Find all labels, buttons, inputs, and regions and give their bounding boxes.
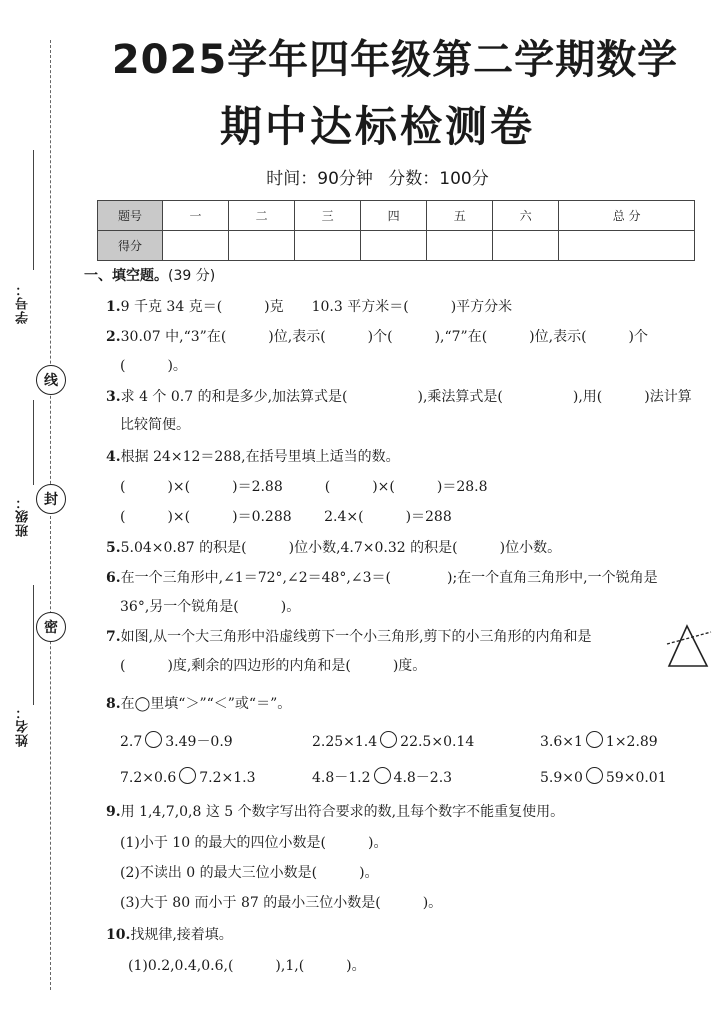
score-table-row-label: 得分 [98,231,163,261]
question-text: 根据 24×12＝288,在括号里填上适当的数。 [120,449,400,465]
score-col-total: 总 分 [559,201,695,231]
question-1 [106,296,512,316]
question-text: 用 1,4,7,0,8 这 5 个数字写出符合要求的数,且每个数字不能重复使用。 [120,804,565,820]
compare-left: 2.7 [120,734,143,750]
question-text: 在一个三角形中,∠1＝72°,∠2＝48°,∠3＝( );在一个直角三角形中,一个锐角是 [120,570,658,586]
compare-item [540,731,658,750]
question-text: 如图,从一个大三角形中沿虚线剪下一个小三角形,剪下的小三角形的内角和是 [120,629,592,645]
question-number: 4. [106,449,121,465]
score-cell[interactable] [559,231,695,261]
question-6 [106,567,658,587]
binding-underline-class [33,400,34,485]
question-4-line-1: ( )×( )＝2.88 ( )×( )＝28.8 [120,479,488,495]
question-5 [106,537,561,557]
question-number: 7. [106,629,121,645]
question-4 [106,446,400,466]
question-number: 1. [106,299,121,315]
question-3 [106,386,692,406]
question-number: 9. [106,804,121,820]
question-9-sub-2: (2)不读出 0 的最大三位小数是( )。 [120,865,379,881]
compare-left: 7.2×0.6 [120,770,177,786]
question-number: 2. [106,329,121,345]
compare-item [540,767,667,786]
score-col-1: 一 [163,201,229,231]
compare-circle[interactable] [586,731,603,748]
compare-right: 1×2.89 [605,734,658,750]
score-col-2: 二 [229,201,295,231]
score-table-header-row [98,201,695,231]
score-cell[interactable] [295,231,361,261]
compare-circle[interactable] [380,731,397,748]
question-number: 6. [106,570,121,586]
question-text: 5.04×0.87 的积是( )位小数,4.7×0.32 的积是( )位小数。 [120,540,562,556]
exam-subtitle: 期中达标检测卷 [219,102,535,151]
score-cell[interactable] [229,231,295,261]
section-points: (39 分) [168,268,216,284]
compare-left: 5.9×0 [540,770,583,786]
seal-seal: 封 [36,484,66,514]
compare-right: 22.5×0.14 [400,734,475,750]
score-cell[interactable] [427,231,493,261]
score-col-3: 三 [295,201,361,231]
score-col-6: 六 [493,201,559,231]
question-9-sub-3: (3)大于 80 而小于 87 的最小三位小数是( )。 [120,895,443,911]
question-10 [106,924,233,944]
question-7-continued: ( )度,剩余的四边形的内角和是( )度。 [120,658,427,674]
question-2-continued: ( )。 [120,358,187,374]
compare-left: 4.8－1.2 [312,770,371,786]
compare-right: 59×0.01 [605,770,667,786]
name-label: 姓名： [16,705,31,747]
score-cell[interactable] [163,231,229,261]
compare-item [120,731,233,751]
question-number: 5. [106,540,121,556]
question-9 [106,801,564,821]
question-number: 3. [106,389,121,405]
triangle-figure [665,622,713,670]
question-2 [106,326,648,346]
question-number: 10. [106,927,131,943]
question-7 [106,626,592,646]
compare-right: 7.2×1.3 [199,770,256,786]
question-text: 求 4 个 0.7 的和是多少,加法算式是( ),乘法算式是( ),用( )法计算 [120,389,692,405]
student-no-label: 学号： [16,282,31,324]
compare-circle[interactable] [586,767,603,784]
seal-secret: 密 [36,612,66,642]
score-cell[interactable] [361,231,427,261]
compare-circle[interactable] [374,767,391,784]
score-col-5: 五 [427,201,493,231]
compare-circle[interactable] [179,767,196,784]
question-6-continued: 36°,另一个锐角是( )。 [120,599,301,615]
seal-line: 线 [36,365,66,395]
question-8 [106,693,291,713]
score-table-score-row [98,231,695,261]
compare-left: 2.25×1.4 [312,734,378,750]
score-table-row-label: 题号 [98,201,163,231]
compare-circle[interactable] [145,731,162,748]
section-title [84,265,215,285]
question-9-sub-1: (1)小于 10 的最大的四位小数是( )。 [120,835,388,851]
question-number: 8. [106,696,121,712]
score-table [97,200,695,261]
question-3-continued: 比较简便。 [120,417,190,433]
question-4-line-2: ( )×( )＝0.288 2.4×( )＝288 [120,509,452,525]
compare-right: 4.8－2.3 [393,770,453,786]
binding-underline-name [33,585,34,705]
score-col-4: 四 [361,201,427,231]
class-label: 班级： [16,495,31,537]
question-text: 30.07 中,“3”在( )位,表示( )个( ),“7”在( )位,表示( )个 [120,329,649,345]
exam-meta [0,164,720,189]
compare-item [120,767,256,786]
question-text: 在◯里填“＞”“＜”或“＝”。 [120,696,292,712]
time-info: 时间：90分钟 [266,169,373,189]
compare-left: 3.6×1 [540,734,583,750]
compare-item [312,731,474,750]
compare-right: 3.49－0.9 [165,734,233,750]
question-10-sub-1: (1)0.2,0.4,0.6,( ),1,( )。 [128,958,366,974]
compare-item [312,767,452,787]
section-title-text: 一、填空题。 [84,268,168,284]
score-info: 分数：100分 [388,169,489,189]
exam-title: 2025学年四年级第二学期数学 [111,37,679,83]
score-cell[interactable] [493,231,559,261]
question-text: 找规律,接着填。 [130,927,233,943]
question-text: 9 千克 34 克＝( )克 10.3 平方米＝( )平方分米 [120,299,513,315]
